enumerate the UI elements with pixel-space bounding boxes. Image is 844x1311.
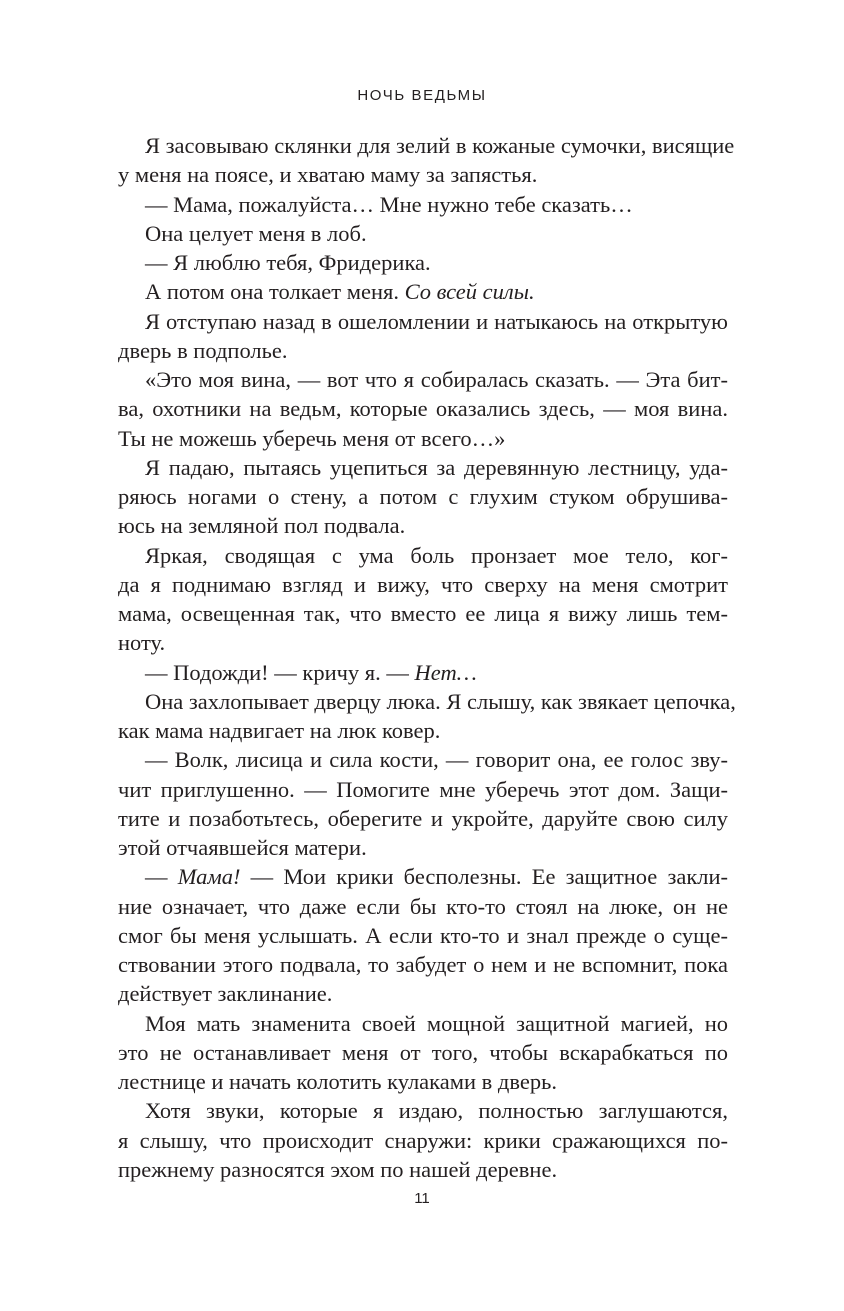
paragraph (118, 453, 728, 541)
text-line: лестнице и начать колотить кулаками в дверь. (118, 1069, 557, 1094)
text-line: — Мама! — Мои крики бесполезны. Ее защитное закли- (145, 864, 729, 890)
text-line: ряюсь ногами о стену, а потом с глухим стуком обрушива- (118, 484, 728, 509)
paragraph (118, 131, 735, 190)
paragraph (118, 745, 728, 862)
text-line: — Подожди! — кричу я. — Нет… (145, 659, 477, 685)
text-line: это не останавливает меня от того, чтобы вскарабкаться по (118, 1039, 728, 1065)
text-line: у меня на поясе, и хватаю маму за запястья. (118, 162, 538, 188)
page-number: 11 (414, 1190, 430, 1207)
text-line: тите и позаботьтесь, оберегите и укройте, даруйте свою силу (118, 805, 728, 831)
paragraph (118, 248, 728, 277)
text-line: этой отчаявшейся матери. (118, 835, 367, 860)
text-line: «Это моя вина, — вот что я собиралась сказать. — Эта бит- (145, 367, 728, 392)
paragraph (118, 541, 728, 658)
text-line: действует заклинание. (118, 981, 333, 1007)
text-line: как мама надвигает на люк ковер. (118, 718, 441, 743)
italic-text: Нет… (414, 659, 477, 685)
paragraph (118, 658, 728, 687)
running-title: НОЧЬ ВЕДЬМЫ (357, 87, 487, 104)
text-line: Яркая, сводящая с ума боль пронзает мое тело, ког- (145, 542, 728, 568)
paragraph (118, 277, 728, 306)
paragraph (118, 1009, 728, 1097)
text-line: смог бы меня услышать. А если кто-то и знал прежде о суще- (118, 922, 728, 948)
paragraph (118, 687, 736, 746)
text-line: Ты не можешь уберечь меня от всего…» (118, 425, 506, 451)
text-line: прежнему разносятся эхом по нашей деревне. (118, 1156, 558, 1182)
text-line: — Я люблю тебя, Фридерика. (145, 250, 431, 275)
text-segment: — Мои крики бесполезны. Ее защитное закли- (240, 864, 729, 890)
text-line: Она целует меня в лоб. (145, 220, 367, 246)
text-line: юсь на земляной пол подвала. (118, 513, 406, 539)
paragraph (118, 365, 728, 453)
italic-text: Мама! (177, 864, 241, 890)
text-line: Я засовываю склянки для зелий в кожаные сумочки, висящие (145, 133, 735, 158)
text-line: — Мама, пожалуйста… Мне нужно тебе сказать… (145, 191, 633, 217)
text-line: мама, освещенная так, что вместо ее лица я вижу лишь тем- (118, 601, 728, 626)
text-line: А потом она толкает меня. Со всей силы. (145, 279, 535, 305)
text-line: ствовании этого подвала, то забудет о нем и не вспомнит, пока (118, 952, 728, 977)
text-line: Хотя звуки, которые я издаю, полностью заглушаются, (145, 1098, 728, 1124)
text-line: ноту. (118, 630, 166, 656)
paragraph (118, 219, 728, 248)
paragraph (118, 862, 728, 1008)
text-line: ние означает, что даже если бы кто-то стоял на люке, он не (118, 893, 728, 919)
text-line: да я поднимаю взгляд и вижу, что сверху на меня смотрит (118, 571, 728, 597)
text-line: Моя мать знаменита своей мощной защитной магией, но (145, 1010, 728, 1036)
text-line: Я отступаю назад в ошеломлении и натыкаюсь на открытую (145, 308, 728, 334)
paragraph (118, 307, 728, 366)
paragraph (118, 190, 728, 219)
text-line: я слышу, что происходит снаружи: крики сражающихся по- (118, 1127, 728, 1153)
text-line: дверь в подполье. (118, 337, 288, 363)
text-line: — Волк, лисица и сила кости, — говорит она, ее голос зву- (145, 747, 728, 773)
paragraph (118, 1096, 728, 1184)
text-line: Она захлопывает дверцу люка. Я слышу, как звякает цепочка, (145, 688, 736, 714)
body-text (118, 131, 736, 1184)
text-line: ва, охотники на ведьм, которые оказались здесь, — моя вина. (118, 396, 728, 422)
italic-text: Со всей силы. (404, 279, 535, 305)
text-line: Я падаю, пытаясь уцепиться за деревянную лестницу, уда- (145, 454, 728, 480)
text-line: чит приглушенно. — Помогите мне уберечь этот дом. Защи- (118, 776, 728, 802)
